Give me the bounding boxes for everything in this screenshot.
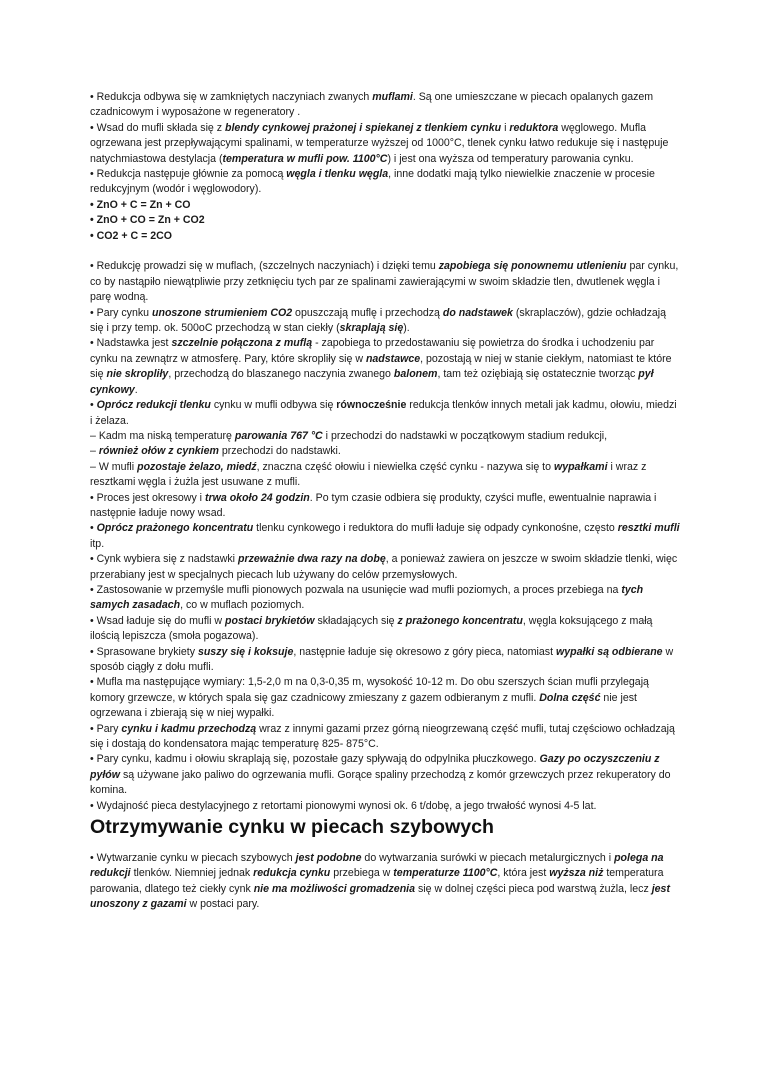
emphasis-text: temperatura w mufli pow. 1100°C bbox=[222, 152, 388, 165]
body-text: , inne dodatki mają tylko niewielkie znaczenie w procesie redukcyjnym (wodór i węglowodory). bbox=[90, 168, 655, 196]
emphasis-text: muflami bbox=[372, 91, 413, 103]
body-text: się w dolnej części pieca pod warstwą żużla, lecz bbox=[415, 882, 652, 895]
emphasis-text: Dolna część bbox=[539, 691, 601, 704]
body-text: • bbox=[90, 399, 97, 412]
paragraph bbox=[90, 336, 680, 398]
body-text: – bbox=[90, 445, 99, 458]
paragraph bbox=[90, 460, 680, 491]
paragraph bbox=[90, 799, 680, 814]
emphasis-text: Gazy po oczyszczeniu z pyłów bbox=[90, 753, 660, 781]
emphasis-text: równocześnie bbox=[336, 399, 407, 412]
body-text: • Wydajność pieca destylacyjnego z retortami pionowymi wynosi ok. 6 t/dobę, a jego trwałość wynosi 4-5 lat. bbox=[90, 799, 597, 812]
emphasis-text: szczelnie połączona z muflą bbox=[171, 337, 313, 350]
body-text: (skraplaczów), gdzie ochładzają się i przy temp. ok. 500oC przechodzą w stan ciekły ( bbox=[90, 306, 667, 335]
body-text: cynku w mufli odbywa się bbox=[210, 399, 337, 412]
emphasis-text: zapobiega się ponownemu utlenieniu bbox=[438, 260, 627, 273]
emphasis-text: cynku i kadmu przechodzą bbox=[121, 722, 257, 735]
body-text: – Kadm ma niską temperaturę bbox=[90, 429, 235, 442]
emphasis-text: • CO2 + C = 2CO bbox=[90, 229, 173, 242]
emphasis-text: nie skropliły bbox=[106, 368, 169, 381]
body-text: , pozostają w niej w stanie ciekłym, natomiast te które się bbox=[90, 352, 672, 381]
body-text: , a ponieważ zawiera on jeszcze w swoim składzie tlenki, więc przerabiany jest w specjalnych piecach lub używany do celów przemysłowych. bbox=[90, 553, 678, 581]
body-text: do wytwarzania surówki w piecach metalurgicznych i bbox=[361, 852, 615, 865]
body-text: • Wytwarzanie cynku w piecach szybowych bbox=[90, 852, 296, 865]
paragraph bbox=[90, 645, 680, 676]
paragraph bbox=[90, 121, 680, 167]
emphasis-text: również ołów z cynkiem bbox=[98, 445, 219, 458]
emphasis-text: polega na redukcji bbox=[90, 852, 664, 880]
emphasis-text: reduktora bbox=[509, 121, 559, 134]
paragraph bbox=[90, 90, 680, 121]
body-text: - zapobiega to przedostawaniu się powietrza do środka i uchodzeniu par cynku na zewnątrz w atmosferę. Pary, które skropliły się w bbox=[90, 337, 655, 365]
emphasis-text: przeważnie dwa razy na dobę bbox=[237, 553, 386, 566]
emphasis-text: jest unoszony z gazami bbox=[90, 882, 670, 911]
body-text: • Wsad do mufli składa się z bbox=[90, 121, 226, 134]
body-text: • Pary cynku, kadmu i ołowiu skraplają się, pozostałe gazy spływają do odpylnika płuczkowego. bbox=[90, 753, 540, 766]
body-text: • Pary cynku bbox=[90, 306, 152, 319]
body-text: • Mufla ma następujące wymiary: 1,5-2,0 m na 0,3-0,35 m, wysokość 10-12 m. Do obu szerszych ścian mufli przylegają komory grzewcze, w których spala się gaz czadnicowy zmieszany z gazem odbieranym z mufli. bbox=[90, 676, 649, 704]
body-text: , węgla koksującego z małą ilością lepiszcza (smoła pogazowa). bbox=[90, 614, 653, 643]
emphasis-text: unoszone strumieniem CO2 bbox=[152, 306, 293, 319]
paragraph bbox=[90, 213, 680, 228]
paragraph bbox=[90, 552, 680, 583]
body-text: itp. bbox=[90, 537, 105, 550]
body-text: , przechodzą do blaszanego naczynia zwanego bbox=[168, 368, 394, 381]
body-text: , znaczna część ołowiu i niewielka część cynku - nazywa się to bbox=[256, 460, 554, 473]
body-text: składających się bbox=[314, 614, 398, 627]
body-text: • Zastosowanie w przemyśle mufli pionowych pozwala na usunięcie wad mufli poziomych, a proces przebiega na bbox=[90, 583, 622, 596]
emphasis-text: • ZnO + C = Zn + CO bbox=[90, 198, 191, 211]
body-text: i wraz z resztkami węgla i żużla jest usuwane z mufli. bbox=[90, 460, 647, 489]
emphasis-text: balonem bbox=[393, 368, 438, 381]
body-text: wraz z innymi gazami przez górną nieogrzewaną część mufli, tutaj częściowo ochładzają się i dostają do kondensatora mając temperaturę 825- 875°C. bbox=[90, 722, 675, 751]
emphasis-text: Oprócz redukcji tlenku bbox=[96, 399, 211, 412]
body-text: . bbox=[134, 383, 138, 396]
section-heading: Otrzymywanie cynku w piecach szybowych bbox=[90, 816, 494, 839]
paragraph bbox=[90, 444, 680, 459]
section-mufle-text bbox=[90, 90, 680, 814]
emphasis-text: trwa około 24 godzin bbox=[204, 491, 310, 504]
body-text: węglowego. Mufla ogrzewana jest przepływającymi spalinami, w temperaturze wyższej od 1000°C, tlenek cynku łatwo redukuje się i następuje natychmiastowa destylacja ( bbox=[90, 121, 669, 165]
paragraph bbox=[90, 306, 680, 337]
emphasis-text: nadstawce bbox=[365, 352, 421, 365]
emphasis-text: wypałkami bbox=[553, 460, 608, 473]
emphasis-text: tych samych zasadach bbox=[90, 583, 644, 612]
paragraph bbox=[90, 398, 680, 429]
body-text: tlenków. Niemniej jednak bbox=[130, 867, 254, 880]
emphasis-text: pył cynkowy bbox=[90, 368, 654, 396]
paragraph bbox=[90, 722, 680, 753]
emphasis-text: parowania 767 °C bbox=[234, 429, 323, 442]
body-text: , co w muflach poziomych. bbox=[180, 599, 305, 612]
body-text: • Wsad ładuje się do mufli w bbox=[90, 614, 226, 627]
paragraph bbox=[90, 521, 680, 552]
body-text: redukcja tlenków innych metali jak kadmu, ołowiu, miedzi i żelaza. bbox=[90, 399, 677, 427]
body-text: nie jest ogrzewana i zbierają się w niej wypałki. bbox=[90, 691, 637, 720]
emphasis-text: Oprócz prażonego koncentratu bbox=[96, 522, 254, 535]
body-text: opuszczają muflę i przechodzą bbox=[292, 306, 443, 319]
emphasis-text: wyższa niż bbox=[549, 867, 604, 880]
paragraph bbox=[90, 259, 680, 305]
emphasis-text: resztki mufli bbox=[617, 522, 680, 535]
emphasis-text: wypałki są odbierane bbox=[555, 645, 663, 658]
emphasis-text: suszy się i koksuje bbox=[197, 645, 294, 658]
paragraph bbox=[90, 198, 680, 213]
body-text: ) i jest ona wyższa od temperatury parowania cynku. bbox=[387, 152, 634, 165]
body-text: • Cynk wybiera się z nadstawki bbox=[90, 553, 238, 566]
emphasis-text: redukcja cynku bbox=[253, 867, 331, 880]
paragraph bbox=[90, 752, 680, 798]
body-text: • Sprasowane brykiety bbox=[90, 645, 198, 658]
body-text: • Redukcja następuje głównie za pomocą bbox=[90, 168, 287, 181]
emphasis-text: węgla i tlenku węgla bbox=[286, 168, 389, 181]
section-piece-szybowe-text bbox=[90, 851, 680, 913]
paragraph bbox=[90, 583, 680, 614]
body-text: • Redukcja odbywa się w zamkniętych naczyniach zwanych bbox=[90, 91, 373, 103]
body-text: par cynku, co by nastąpiło niewątpliwie przy zetknięciu tych par ze spalinami zawierającymi w swoim składzie tlen, dwutlenek węgla i parę wodną. bbox=[90, 260, 679, 304]
body-text: • Redukcję prowadzi się w muflach, (szczelnych naczyniach) i dzięki temu bbox=[90, 260, 439, 273]
emphasis-text: • ZnO + CO = Zn + CO2 bbox=[90, 214, 205, 227]
paragraph bbox=[90, 491, 680, 522]
body-text: przebiega w bbox=[330, 867, 394, 880]
body-text: tlenku cynkowego i reduktora do mufli ładuje się odpady cynkonośne, często bbox=[253, 522, 618, 535]
emphasis-text: blendy cynkowej prażonej i spiekanej z tlenkiem cynku bbox=[225, 121, 502, 134]
emphasis-text: z prażonego koncentratu bbox=[397, 614, 523, 627]
body-text: . Są one umieszczane w piecach opalanych gazem czadnicowym i wyposażone w regeneratory . bbox=[90, 91, 654, 119]
body-text: • Nadstawka jest bbox=[90, 337, 172, 350]
body-text: . Po tym czasie odbiera się produkty, czyści mufle, ewentualnie naprawia i następnie ładuje nowy wsad. bbox=[90, 491, 657, 519]
body-text: ). bbox=[403, 322, 410, 335]
paragraph bbox=[90, 429, 680, 444]
emphasis-text: do nadstawek bbox=[442, 306, 513, 319]
emphasis-text: postaci brykietów bbox=[225, 614, 315, 627]
paragraph bbox=[90, 675, 680, 721]
body-text: , która jest bbox=[497, 867, 550, 880]
body-text: – W mufli bbox=[90, 460, 138, 473]
body-text: • Pary bbox=[90, 722, 122, 735]
paragraph bbox=[90, 614, 680, 645]
body-text: • bbox=[90, 522, 97, 535]
body-text: , następnie ładuje się okresowo z góry pieca, natomiast bbox=[293, 645, 556, 658]
paragraph bbox=[90, 851, 680, 913]
emphasis-text: pozostaje żelazo, miedź bbox=[137, 460, 257, 473]
emphasis-text: nie ma możliwości gromadzenia bbox=[253, 882, 416, 895]
body-text: w postaci pary. bbox=[186, 898, 260, 911]
body-text: są używane jako paliwo do ogrzewania mufli. Gorące spaliny przechodzą z komór grzewczych przez rekuperatory do komina. bbox=[90, 768, 671, 797]
body-text: przechodzi do nadstawki. bbox=[218, 445, 341, 458]
body-text: , tam też oziębiają się ostatecznie tworząc bbox=[437, 368, 639, 381]
paragraph bbox=[90, 229, 680, 244]
paragraph bbox=[90, 167, 680, 198]
body-text: temperatura parowania, dlatego też ciekły cynk bbox=[90, 867, 664, 895]
emphasis-text: skraplają się bbox=[339, 322, 404, 335]
emphasis-text: jest podobne bbox=[295, 852, 362, 865]
document-body bbox=[90, 90, 680, 913]
body-text: • Proces jest okresowy i bbox=[90, 491, 205, 504]
body-text: w sposób ciągły z dołu mufli. bbox=[90, 645, 674, 674]
emphasis-text: temperaturze 1100°C bbox=[393, 867, 498, 880]
body-text: i przechodzi do nadstawki w początkowym stadium redukcji, bbox=[322, 429, 608, 442]
body-text: i bbox=[501, 121, 510, 134]
